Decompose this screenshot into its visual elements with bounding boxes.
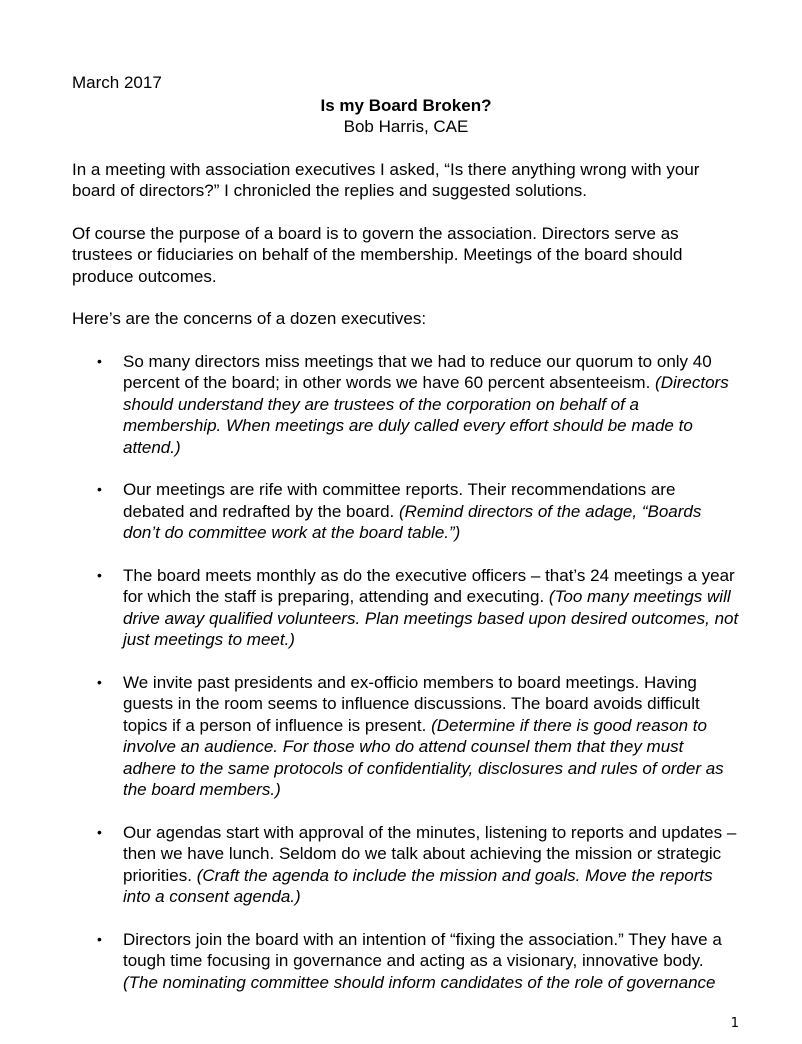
concern-item — [72, 565, 740, 651]
intro-paragraph: In a meeting with association executives I asked, “Is there anything wrong with your board of directors?” I chronicled the replies and suggested solutions. — [72, 159, 700, 200]
concern-text: Our meetings are rife with committee reports. Their recommendations are debated and redrafted by the board. — [123, 480, 676, 521]
concern-item — [72, 929, 740, 994]
concerns-intro-paragraph: Here’s are the concerns of a dozen executives: — [72, 309, 427, 328]
document-title: Is my Board Broken? — [320, 95, 492, 115]
concern-text: So many directors miss meetings that we had to reduce our quorum to only 40 percent of the board; in other words we have 60 percent absenteeism. — [123, 351, 712, 392]
concern-recommendation: (Remind directors of the adage, “Boards don’t do committee work at the board table.”) — [123, 501, 702, 542]
concern-item — [72, 479, 740, 544]
concern-text: Directors join the board with an intention of “fixing the association.” They have a tough time focusing in governance and acting as a visionary, innovative body. — [123, 929, 722, 970]
bullet-icon: • — [97, 673, 102, 690]
concern-text: Our agendas start with approval of the minutes, listening to reports and updates – then we have lunch. Seldom do we talk about achieving the mission or strategic priorities. — [123, 822, 737, 885]
concern-item — [72, 672, 740, 801]
bullet-icon: • — [97, 352, 102, 369]
document-author: Bob Harris, CAE — [343, 117, 469, 136]
concern-recommendation: (Determine if there is good reason to involve an audience. For those who do attend counsel them that they must adhere to the same protocols of confidentiality, disclosures and rules of order as the board members.) — [123, 715, 724, 799]
concern-recommendation: (Too many meetings will drive away qualified volunteers. Plan meetings based upon desired outcomes, not just meetings to meet.) — [123, 587, 739, 649]
concern-recommendation: (Craft the agenda to include the mission and goals. Move the reports into a consent agenda.) — [123, 865, 713, 906]
page-number: 1 — [730, 1016, 739, 1031]
concern-item — [72, 351, 740, 459]
purpose-paragraph: Of course the purpose of a board is to govern the association. Directors serve as trustees or fiduciaries on behalf of the membership. Meetings of the board should produce outcomes. — [72, 223, 683, 286]
concern-item — [72, 822, 740, 908]
concern-text: The board meets monthly as do the executive officers – that’s 24 meetings a year for which the staff is preparing, attending and executing. — [123, 565, 735, 606]
bullet-icon: • — [97, 823, 102, 840]
concern-recommendation: (Directors should understand they are trustees of the corporation on behalf of a membership. When meetings are duly called every effort should be made to attend.) — [123, 373, 729, 457]
bullet-icon: • — [97, 930, 102, 947]
concern-recommendation: (The nominating committee should inform candidates of the role of governance — [123, 972, 716, 992]
concerns-list — [72, 351, 740, 994]
document-date: March 2017 — [72, 73, 162, 92]
document-page — [72, 72, 740, 1014]
bullet-icon: • — [97, 566, 102, 583]
concern-text: We invite past presidents and ex-officio members to board meetings. Having guests in the room seems to influence discussions. The board avoids difficult topics if a person of influence is present. — [123, 672, 700, 735]
bullet-icon: • — [97, 481, 102, 497]
